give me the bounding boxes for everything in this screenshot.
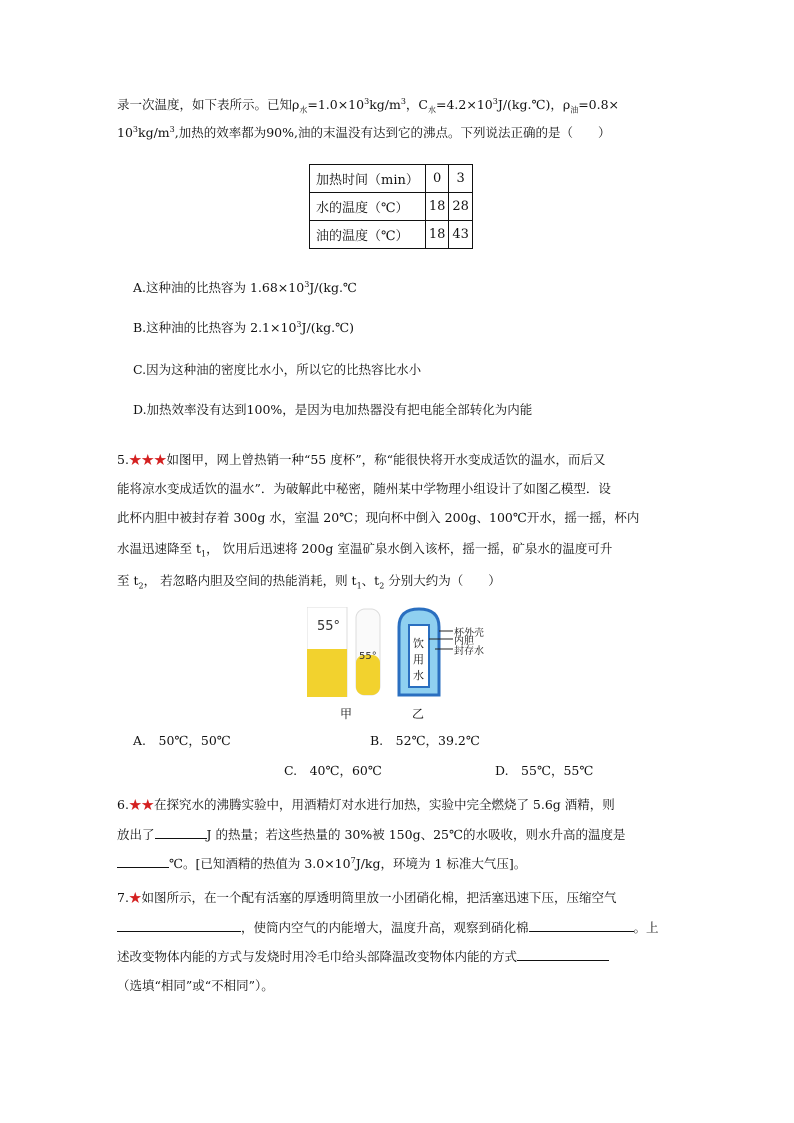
answer-blank[interactable] xyxy=(117,917,241,932)
q5-option-a: A. 50℃，50℃ xyxy=(133,733,231,748)
cup-box-label: 55° xyxy=(317,619,341,634)
intro-line-1: 录一次温度，如下表所示。已知$\rho_水=1.0\times 10^3kg/m^3$，$C_水=4.2\times 10^3J/(kg.℃)$，$\rho_油=0.8\times$ xyxy=(117,96,620,115)
cup-diagram-figure xyxy=(395,607,495,699)
q6-line-1: 6.★★在探究水的沸腾实验中，用酒精灯对水进行加热，实验中完全燃烧了 5.6g 酒精，则 xyxy=(117,797,615,812)
label-inner-liner: 内胆 xyxy=(454,636,474,647)
table-cell: 18 xyxy=(425,193,449,221)
table-cell: 43 xyxy=(449,221,473,249)
inner-text-2: 用 xyxy=(413,653,424,666)
q7-line-4: （选填“相同”或“不相同”）。 xyxy=(117,978,274,993)
answer-blank[interactable] xyxy=(155,824,207,839)
table-cell: 18 xyxy=(425,221,449,249)
inner-text-3: 水 xyxy=(413,669,424,682)
q4-option-b: B.这种油的比热容为 $2.1\times 10^3J/(kg.℃)$ xyxy=(133,319,355,335)
inner-text-1: 饮 xyxy=(413,637,424,650)
cup-bottle-label: 55° xyxy=(359,651,377,662)
q5-option-c: C. 40℃，60℃ xyxy=(284,763,382,778)
figure-caption-yi: 乙 xyxy=(412,707,425,721)
q7-line-3: 述改变物体内能的方式与发烧时用冷毛巾给头部降温改变物体内能的方式 xyxy=(117,946,677,966)
data-table xyxy=(309,164,473,249)
difficulty-stars: ★ xyxy=(128,890,142,905)
question-number: 6. xyxy=(117,797,129,812)
table-cell: 0 xyxy=(425,165,449,193)
difficulty-stars: ★★★ xyxy=(128,452,167,467)
q5-option-d: D. 55℃，55℃ xyxy=(495,763,594,778)
table-cell: 水的温度（℃） xyxy=(310,193,426,221)
q4-option-d: D.加热效率没有达到100%，是因为电加热器没有把电能全部转化为内能 xyxy=(133,402,533,417)
table-cell: 3 xyxy=(449,165,473,193)
q5-line-1: 5.★★★如图甲，网上曾热销一种“55 度杯”，称“能很快将开水变成适饮的温水，而后又 xyxy=(117,452,606,467)
cup-photo-figure xyxy=(307,607,382,697)
q4-option-c: C.因为这种油的密度比水小，所以它的比热容比水小 xyxy=(133,362,422,377)
table-cell: 28 xyxy=(449,193,473,221)
q5-line-4: 水温迅速降至 $t_1$， 饮用后迅速将 200g 室温矿泉水倒入该杯，摇一摇，矿泉水的温度可升 xyxy=(117,541,613,559)
table-row xyxy=(310,165,473,193)
table-cell: 加热时间（min） xyxy=(310,165,426,193)
difficulty-stars: ★★ xyxy=(128,797,154,812)
q7-line-1: 7.★如图所示，在一个配有活塞的厚透明筒里放一小团硝化棉，把活塞迅速下压，压缩空气 xyxy=(117,890,617,905)
answer-blank[interactable] xyxy=(529,917,634,932)
q6-line-3: ℃。[已知酒精的热值为 $3.0\times 10^7J/kg$，环境为 1 标准大气压]。 xyxy=(117,853,677,873)
table-cell: 油的温度（℃） xyxy=(310,221,426,249)
answer-blank[interactable] xyxy=(517,946,609,961)
label-outer-shell: 杯外壳 xyxy=(454,628,484,639)
q5-line-2: 能将凉水变成适饮的温水”．为破解此中秘密，随州某中学物理小组设计了如图乙模型．设 xyxy=(117,481,611,496)
q5-line-3: 此杯内胆中被封存着 300g 水，室温 20℃；现向杯中倒入 200g、100℃开水，摇一摇，杯内 xyxy=(117,510,640,525)
question-number: 7. xyxy=(117,890,129,905)
q5-line-5: 至 $t_2$， 若忽略内胆及空间的热能消耗，则 $t_1$、$t_2$ 分别大约为（ ） xyxy=(117,573,501,591)
question-number: 5. xyxy=(117,452,129,467)
answer-blank[interactable] xyxy=(117,853,169,868)
label-sealed-water: 封存水 xyxy=(454,646,484,657)
q4-option-a: A.这种油的比热容为 $1.68\times 10^3J/(kg.℃$ xyxy=(133,279,357,295)
table-row xyxy=(310,221,473,249)
figure-caption-jia: 甲 xyxy=(340,707,353,721)
intro-line-2: $10^3kg/m^3$,加热的效率都为90%,油的末温没有达到它的沸点。下列说法正确的是（ ） xyxy=(117,124,611,140)
q5-option-b: B. 52℃，39.2℃ xyxy=(370,733,480,748)
q6-line-2: 放出了 J 的热量；若这些热量的 30%被 150g、25℃的水吸收，则水升高的温度是 xyxy=(117,824,677,844)
table-row xyxy=(310,193,473,221)
q7-line-2: ，使筒内空气的内能增大，温度升高，观察到硝化棉 。上 xyxy=(117,917,677,937)
